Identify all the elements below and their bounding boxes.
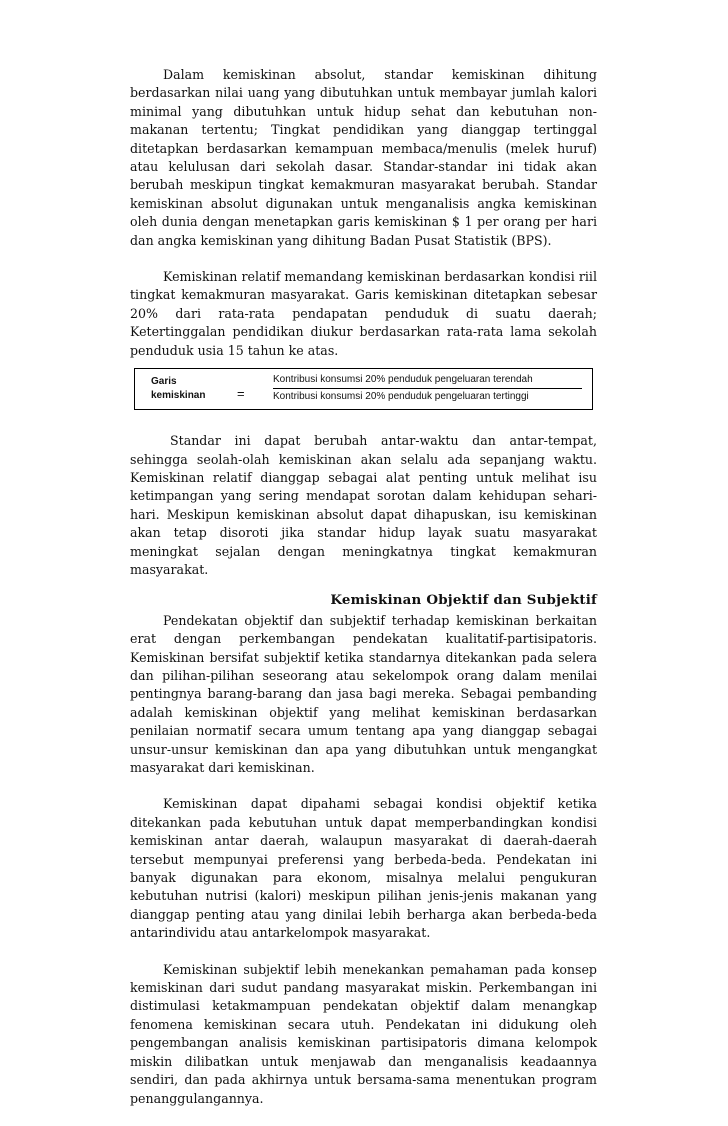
paragraph-absolute-poverty: Dalam kemiskinan absolut, standar kemiskinan dihitung berdasarkan nilai uang yang dibutuhkan untuk membayar jumlah kalori minimal yang dibutuhkan untuk hidup sehat dan kebutuhan non-makanan tertentu; Tingkat pendidikan yang dianggap tertinggal ditetapkan berdasarkan kemampuan membaca/menulis (melek huruf) atau kelulusan dari sekolah dasar. Standar-standar ini tidak akan berubah meskipun tingkat kemakmuran masyarakat berubah. Standar kemiskinan absolut digunakan untuk menganalisis angka kemiskinan oleh dunia dengan menetapkan garis kemiskinan $ 1 per orang per hari dan angka kemiskinan yang dihitung Badan Pusat Statistik (BPS).	[130, 67, 597, 248]
formula-numerator: Kontribusi konsumsi 20% penduduk pengeluaran terendah	[273, 373, 582, 389]
paragraph-standard-changes: Standar ini dapat berubah antar-waktu dan antar-tempat, sehingga seolah-olah kemiskinan akan selalu ada sepanjang waktu. Kemiskinan relatif dianggap sebagai alat penting untuk melihat isu ketimpangan yang sering mendapat sorotan dalam kehidupan sehari-hari. Meskipun kemiskinan absolut dapat dihapuskan, isu kemiskinan akan tetap disoroti jika standar hidup layak suatu masyarakat meningkat sejalan dengan meningkatnya tingkat kemakmuran masyarakat.	[130, 433, 597, 577]
formula-equals-sign: =	[237, 385, 245, 401]
formula-label-line1: Garis	[151, 375, 177, 387]
section-heading: Kemiskinan Objektif dan Subjektif	[330, 592, 597, 609]
paragraph-subjective-poverty: Kemiskinan subjektif lebih menekankan pemahaman pada konsep kemiskinan dari sudut pandang masyarakat miskin. Perkembangan ini distimulasi ketakmampuan pendekatan objektif dalam menangkap fenomena kemiskinan secara utuh. Pendekatan ini didukung oleh pengembangan analisis kemiskinan partisipatoris dimana kelompok miskin dilibatkan untuk menjawab dan menganalisis keadaannya sendiri, dan pada akhirnya untuk bersama-sama menentukan program penanggulangannya.	[130, 961, 597, 1106]
paragraph-relative-poverty: Kemiskinan relatif memandang kemiskinan berdasarkan kondisi riil tingkat kemakmuran masyarakat. Garis kemiskinan ditetapkan sebesar 20% dari rata-rata pendapatan penduduk di suatu daerah; Ketertinggalan pendidikan diukur berdasarkan rata-rata lama sekolah penduduk usia 15 tahun ke atas.	[130, 269, 597, 358]
formula-fraction	[273, 373, 582, 404]
paragraph-objective-subjective: Pendekatan objektif dan subjektif terhadap kemiskinan berkaitan erat dengan perkembangan pendekatan kualitatif-partisipatoris. Kemiskinan bersifat subjektif ketika standarnya ditekankan pada selera dan pilihan-pilihan seseorang atau sekelompok orang dalam menilai pentingnya barang-barang dan jasa bagi mereka. Sebagai pembanding adalah kemiskinan objektif yang melihat kemiskinan berdasarkan penilaian normatif secara umum tentang apa yang dianggap sebagai unsur-unsur kemiskinan dan apa yang dibutuhkan untuk mengangkat masyarakat dari kemiskinan.	[130, 612, 597, 775]
formula-denominator: Kontribusi konsumsi 20% penduduk pengeluaran tertinggi	[273, 391, 529, 403]
formula-label	[151, 375, 237, 403]
formula-label-line2: kemiskinan	[151, 389, 206, 401]
document-page	[130, 66, 597, 1126]
paragraph-objective-condition: Kemiskinan dapat dipahami sebagai kondisi objektif ketika ditekankan pada kebutuhan untuk dapat memperbandingkan kondisi kemiskinan antar daerah, walaupun masyarakat di daerah-daerah tersebut mempunyai preferensi yang berbeda-beda. Pendekatan ini banyak digunakan para ekonom, misalnya melalui pengukuran kebutuhan nutrisi (kalori) meskipun pilihan jenis-jenis makanan yang dianggap penting atau yang dinilai lebih berharga akan berbeda-beda antarindividu atau antarkelompok masyarakat.	[130, 796, 597, 941]
poverty-line-formula	[134, 368, 593, 410]
